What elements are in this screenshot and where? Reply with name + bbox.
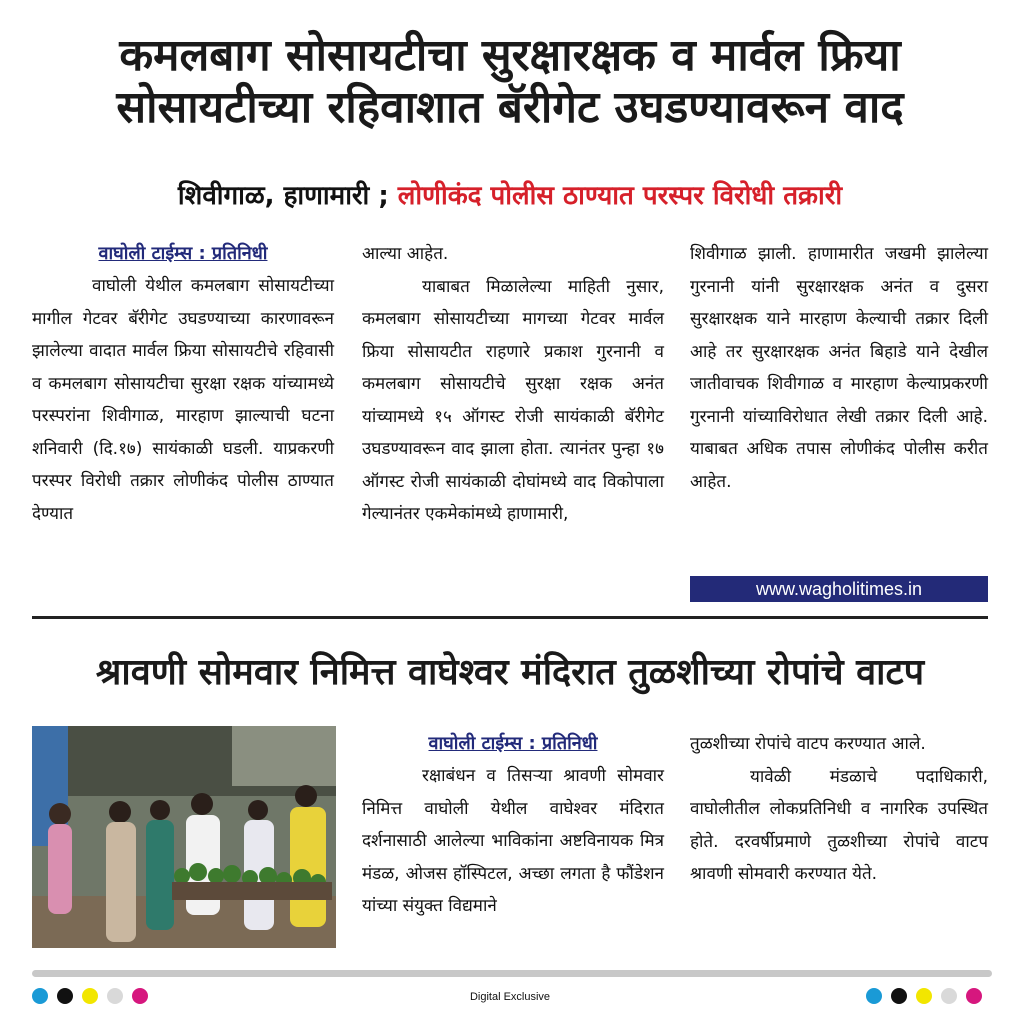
registration-dot: [132, 988, 148, 1004]
website-url[interactable]: www.wagholitimes.in: [755, 579, 923, 599]
article1-col2-text-a: आल्या आहेत.: [362, 244, 449, 264]
registration-dot: [107, 988, 123, 1004]
color-registration-left: [32, 988, 162, 1004]
article1-subheadline: [28, 176, 992, 212]
website-url-box[interactable]: [690, 576, 988, 602]
article2-col3-text-a: तुळशीच्या रोपांचे वाटप करण्यात आले.: [690, 734, 926, 754]
article2-byline: वाघोली टाईम्स : प्रतिनिधी: [428, 733, 598, 754]
registration-dot: [941, 988, 957, 1004]
article1-col3-text: शिवीगाळ झाली. हाणामारीत जखमी झालेल्या गुरनानी यांनी सुरक्षारक्षक अनंत व दुसरा सुरक्षारक्षक याने मारहाण केल्याची तक्रार दिली आहे तर सुरक्षारक्षक अनंत बिहाडे याने देखील जातीवाचक शिवीगाळ व मारहाण केल्याप्रकरणी गुरनानी यांच्याविरोधात लेखी तक्रार दिली आहे. याबाबत अधिक तपास लोणीकंद पोलीस करीत आहेत.: [690, 244, 988, 492]
subheadline-black: शिवीगाळ, हाणामारी ;: [177, 181, 398, 211]
footer-label: Digital Exclusive: [469, 991, 551, 1003]
footer-bar: [32, 970, 992, 977]
article2-column-2: [362, 728, 664, 923]
subheadline-red: लोणीकंद पोलीस ठाण्यात परस्पर विरोधी तक्रारी: [397, 181, 843, 211]
registration-dot: [916, 988, 932, 1004]
color-registration-right: [866, 988, 996, 1004]
registration-dot: [82, 988, 98, 1004]
article1-col2-text-b: याबाबत मिळालेल्या माहिती नुसार, कमलबाग सोसायटीच्या मागच्या गेटवर मार्वल फ्रिया सोसायटीत राहणारे प्रकाश गुरनानी व कमलबाग सोसायटीचे सुरक्षा रक्षक अनंत यांच्यामध्ये १५ ऑगस्ट रोजी सायंकाळी बॅरीगेट उघडण्यावरून वाद झाला होता. त्यानंतर पुन्हा १७ ऑगस्ट रोजी सायंकाळी दोघांमध्ये वाद विकोपाला गेल्यानंतर एकमेकांमध्ये हाणामारी,: [362, 276, 664, 524]
article1-column-2: [362, 238, 664, 531]
article1-headline: कमलबाग सोसायटीचा सुरक्षारक्षक व मार्वल फ्रिया सोसायटीच्या रहिवाशात बॅरीगेट उघडण्यावरून वाद: [116, 30, 904, 133]
article2-headline: श्रावणी सोमवार निमित्त वाघेश्वर मंदिरात तुळशीच्या रोपांचे वाटप: [95, 652, 925, 693]
event-photo-illustration: [32, 726, 336, 948]
article2-col3-text-b: यावेळी मंडळाचे पदाधिकारी, वाघोलीतील लोकप्रतिनिधी व नागरिक उपस्थित होते. दरवर्षीप्रमाणे तुळशीच्या रोपांचे वाटप श्रावणी सोमवारी करण्यात येते.: [690, 766, 988, 884]
article1-byline: वाघोली टाईम्स : प्रतिनिधी: [98, 243, 268, 264]
article1-column-1: [32, 238, 334, 530]
registration-dot: [32, 988, 48, 1004]
event-photo: [32, 726, 336, 948]
section-divider: [32, 616, 988, 619]
registration-dot: [966, 988, 982, 1004]
registration-dot: [891, 988, 907, 1004]
registration-dot: [866, 988, 882, 1004]
article1-col1-text: वाघोली येथील कमलबाग सोसायटीच्या मागील गेटवर बॅरीगेट उघडण्याच्या कारणावरून झालेल्या वादात मार्वल फ्रिया सोसायटीचे रहिवासी व कमलबाग सोसायटीचा सुरक्षा रक्षक यांच्यामध्ये परस्परांना शिवीगाळ, मारहाण झाल्याची घटना शनिवारी (दि.१७) सायंकाळी घडली. याप्रकरणी परस्पर विरोधी तक्रार लोणीकंद पोलीस ठाण्यात देण्यात: [32, 276, 334, 524]
article2-column-3: [690, 728, 988, 891]
article2-col2-text: रक्षाबंधन व तिसऱ्या श्रावणी सोमवार निमित्त वाघोली येथील वाघेश्वर मंदिरात दर्शनासाठी आलेल्या भाविकांना अष्टविनायक मित्र मंडळ, ओजस हॉस्पिटल, अच्छा लगता है फौंडेशन यांच्या संयुक्त विद्यमाने: [362, 766, 664, 916]
registration-dot: [57, 988, 73, 1004]
article1-column-3: [690, 238, 988, 498]
